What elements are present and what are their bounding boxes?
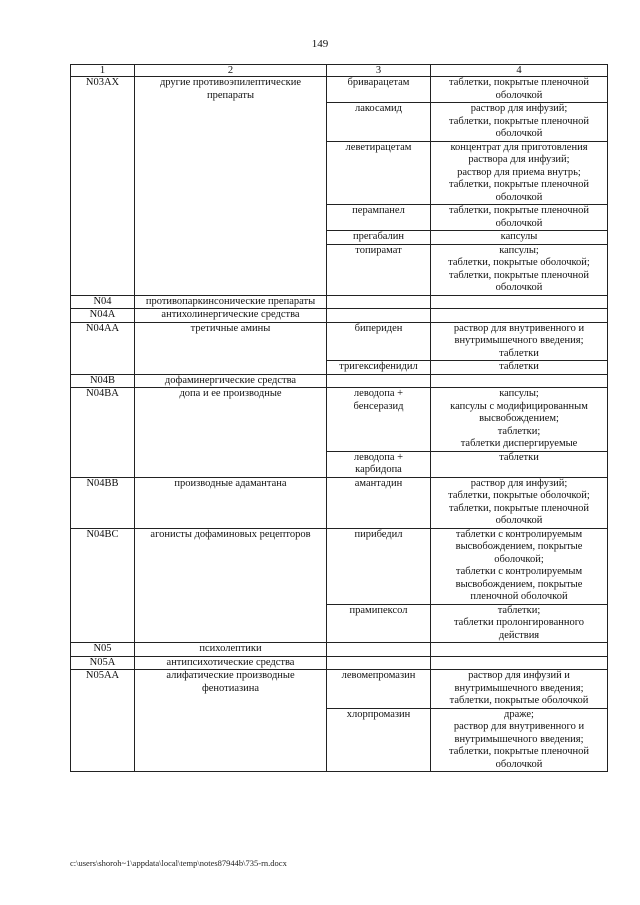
dosage-forms-cell bbox=[431, 477, 608, 528]
dosage-forms-cell bbox=[431, 322, 608, 361]
atc-code-cell: N03AX bbox=[71, 77, 135, 296]
dosage-form-line: таблетки, покрытые пленочной оболочкой bbox=[448, 115, 589, 139]
group-name-cell: антипсихотические средства bbox=[135, 656, 327, 670]
table-row bbox=[71, 528, 608, 604]
dosage-forms-cell bbox=[431, 604, 608, 643]
table-row bbox=[71, 322, 608, 361]
drug-name-cell bbox=[327, 656, 431, 670]
dosage-form-line: раствор для приема внутрь; bbox=[457, 166, 581, 178]
table-body bbox=[71, 77, 608, 772]
drug-name-cell: бриварацетам bbox=[327, 77, 431, 103]
drug-name-cell bbox=[327, 295, 431, 309]
dosage-form-line: таблетки с контролируемым высвобождением, покрытые оболочкой; bbox=[455, 528, 583, 565]
header-col-4: 4 bbox=[431, 65, 608, 77]
dosage-form-line: раствор для инфузий и внутримышечного введения; bbox=[454, 670, 584, 694]
dosage-forms-cell bbox=[431, 388, 608, 452]
drug-name-cell: леводопа + бенсеразид bbox=[327, 388, 431, 452]
table-row bbox=[71, 670, 608, 709]
header-col-1: 1 bbox=[71, 65, 135, 77]
dosage-form-line: раствор для инфузий; bbox=[470, 477, 568, 489]
dosage-form-line: таблетки, покрытые пленочной оболочкой bbox=[448, 205, 589, 229]
dosage-form-line: капсулы bbox=[500, 231, 538, 242]
dosage-forms-cell bbox=[431, 374, 608, 388]
dosage-form-line: раствор для внутривенного и внутримышечного введения; bbox=[453, 322, 585, 346]
table-row bbox=[71, 309, 608, 323]
group-name-cell: антихолинергические средства bbox=[135, 309, 327, 323]
drug-name-cell: перампанел bbox=[327, 205, 431, 231]
drug-name-cell bbox=[327, 309, 431, 323]
drug-name-cell: прегабалин bbox=[327, 231, 431, 245]
table-row bbox=[71, 643, 608, 657]
drug-name-cell: бипериден bbox=[327, 322, 431, 361]
drug-name-cell: топирамат bbox=[327, 244, 431, 295]
dosage-forms-cell bbox=[431, 231, 608, 245]
atc-code-cell: N04AA bbox=[71, 322, 135, 374]
dosage-forms-cell bbox=[431, 528, 608, 604]
file-path-footer: c:\users\shoroh~1\appdata\local\temp\notes87944b\735-rn.docx bbox=[70, 858, 287, 868]
header-row bbox=[71, 65, 608, 77]
group-name-cell: противопаркинсонические препараты bbox=[135, 295, 327, 309]
atc-code-cell: N05A bbox=[71, 656, 135, 670]
group-name-cell: третичные амины bbox=[135, 322, 327, 374]
dosage-form-line: таблетки, покрытые пленочной оболочкой bbox=[448, 502, 589, 526]
drug-name-cell: леветирацетам bbox=[327, 141, 431, 205]
dosage-form-line: таблетки с контролируемым высвобождением, покрытые пленочной оболочкой bbox=[455, 566, 583, 602]
drug-name-cell: лакосамид bbox=[327, 103, 431, 142]
dosage-form-line: таблетки диспергируемые bbox=[460, 438, 578, 449]
dosage-forms-cell bbox=[431, 361, 608, 375]
dosage-forms-cell bbox=[431, 643, 608, 657]
header-col-3: 3 bbox=[327, 65, 431, 77]
dosage-form-line: таблетки, покрытые оболочкой; bbox=[448, 257, 590, 268]
dosage-forms-cell bbox=[431, 103, 608, 142]
dosage-form-line: таблетки; bbox=[497, 604, 541, 616]
dosage-form-line: капсулы; bbox=[499, 388, 539, 399]
atc-code-cell: N05AA bbox=[71, 670, 135, 772]
dosage-form-line: таблетки bbox=[499, 347, 539, 359]
dosage-forms-cell bbox=[431, 141, 608, 205]
drug-name-cell: амантадин bbox=[327, 477, 431, 528]
group-name-cell: алифатические производные фенотиазина bbox=[135, 670, 327, 772]
dosage-forms-cell bbox=[431, 670, 608, 709]
dosage-form-line: таблетки, покрытые пленочной оболочкой bbox=[448, 179, 589, 203]
atc-code-cell: N04B bbox=[71, 374, 135, 388]
dosage-form-line: таблетки, покрытые пленочной оболочкой bbox=[448, 269, 589, 293]
dosage-forms-cell bbox=[431, 205, 608, 231]
dosage-form-line: таблетки, покрытые оболочкой bbox=[449, 695, 589, 706]
page-number: 149 bbox=[311, 38, 329, 50]
drug-name-cell bbox=[327, 374, 431, 388]
dosage-form-line: таблетки, покрытые пленочной оболочкой bbox=[448, 77, 589, 101]
dosage-form-line: таблетки; bbox=[497, 425, 541, 437]
atc-code-cell: N04BA bbox=[71, 388, 135, 478]
table-row bbox=[71, 477, 608, 528]
dosage-form-line: капсулы; bbox=[499, 244, 539, 256]
atc-code-cell: N04A bbox=[71, 309, 135, 323]
drug-table bbox=[70, 64, 608, 772]
dosage-forms-cell bbox=[431, 295, 608, 309]
atc-code-cell: N04BB bbox=[71, 477, 135, 528]
table-row bbox=[71, 77, 608, 103]
table-row bbox=[71, 374, 608, 388]
group-name-cell: производные адамантана bbox=[135, 477, 327, 528]
dosage-form-line: таблетки пролонгированного действия bbox=[453, 617, 585, 641]
dosage-forms-cell bbox=[431, 656, 608, 670]
dosage-form-line: таблетки, покрытые пленочной оболочкой bbox=[448, 746, 589, 770]
dosage-forms-cell bbox=[431, 244, 608, 295]
header-col-2: 2 bbox=[135, 65, 327, 77]
dosage-form-line: таблетки bbox=[499, 451, 539, 463]
dosage-form-line: концентрат для приготовления раствора для инфузий; bbox=[450, 141, 588, 165]
drug-name-cell: тригексифенидил bbox=[327, 361, 431, 375]
dosage-forms-cell bbox=[431, 708, 608, 772]
group-name-cell: допа и ее производные bbox=[135, 388, 327, 478]
group-name-cell: дофаминергические средства bbox=[135, 374, 327, 388]
table-row bbox=[71, 388, 608, 452]
drug-name-cell: хлорпромазин bbox=[327, 708, 431, 772]
drug-name-cell: прамипексол bbox=[327, 604, 431, 643]
dosage-forms-cell bbox=[431, 77, 608, 103]
dosage-form-line: раствор для инфузий; bbox=[470, 103, 568, 114]
drug-name-cell: леводопа + карбидопа bbox=[327, 451, 431, 477]
group-name-cell: другие противоэпилептические препараты bbox=[135, 77, 327, 296]
group-name-cell: агонисты дофаминовых рецепторов bbox=[135, 528, 327, 643]
dosage-form-line: раствор для внутривенного и внутримышечного введения; bbox=[453, 721, 585, 745]
dosage-form-line: капсулы с модифицированным высвобождением; bbox=[450, 400, 588, 424]
drug-name-cell: пирибедил bbox=[327, 528, 431, 604]
atc-code-cell: N04 bbox=[71, 295, 135, 309]
dosage-forms-cell bbox=[431, 309, 608, 323]
drug-name-cell: левомепромазин bbox=[327, 670, 431, 709]
drug-name-cell bbox=[327, 643, 431, 657]
atc-code-cell: N05 bbox=[71, 643, 135, 657]
dosage-forms-cell bbox=[431, 451, 608, 477]
dosage-form-line: драже; bbox=[504, 708, 534, 720]
dosage-form-line: таблетки bbox=[499, 361, 539, 372]
dosage-form-line: таблетки, покрытые оболочкой; bbox=[448, 490, 590, 501]
table-row bbox=[71, 656, 608, 670]
atc-code-cell: N04BC bbox=[71, 528, 135, 643]
table-row bbox=[71, 295, 608, 309]
group-name-cell: психолептики bbox=[135, 643, 327, 657]
